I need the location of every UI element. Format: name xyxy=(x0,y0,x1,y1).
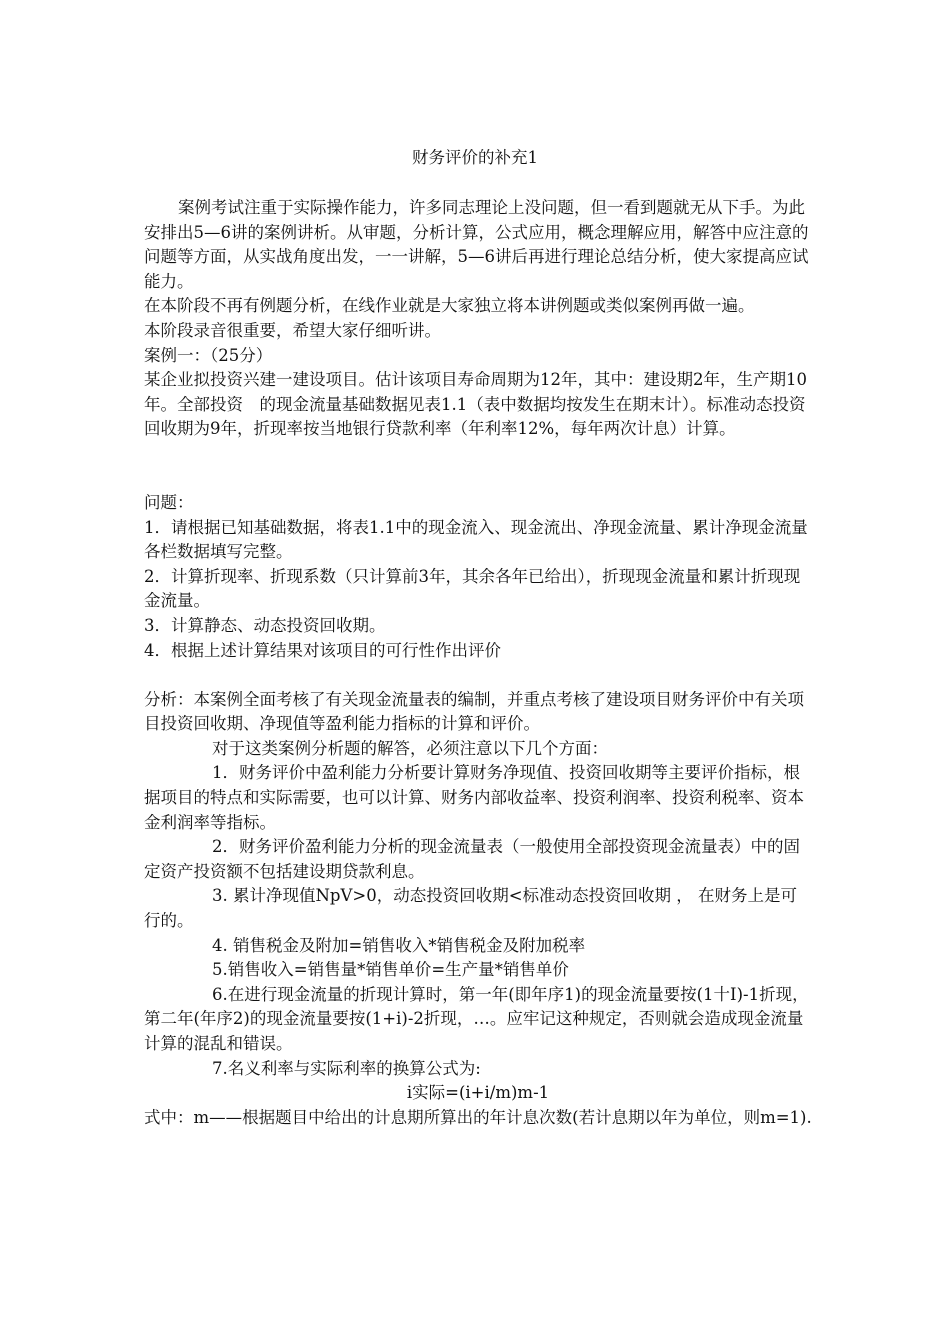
question-item: 2．计算折现率、折现系数（只计算前3年，其余各年已给出），折现现金流量和累计折现现金流量。 xyxy=(144,566,801,611)
question-item: 3．计算静态、动态投资回收期。 xyxy=(144,615,386,635)
spacer xyxy=(144,442,812,491)
question-item: 1．请根据已知基础数据，将表1.1中的现金流入、现金流出、净现金流量、累计净现金流量各栏数据填写完整。 xyxy=(144,517,808,562)
analysis-paragraph: 分析：本案例全面考核了有关现金流量表的编制，并重点考核了建设项目财务评价中有关项目投资回收期、净现值等盈利能力指标的计算和评价。 xyxy=(144,689,804,734)
case-title: 案例一：（25分） xyxy=(144,345,273,365)
formula-note: 式中：m——根据题目中给出的计息期所算出的年计息次数(若计息期以年为单位，则m=1). xyxy=(144,1107,812,1127)
notice-paragraph: 对于这类案例分析题的解答，必须注意以下几个方面： xyxy=(212,738,608,758)
point-item: 3. 累计净现值NpV>0，动态投资回收期<标准动态投资回收期 ， 在财务上是可行的。 xyxy=(144,886,798,931)
point-item: 7.名义利率与实际利率的换算公式为: xyxy=(212,1058,481,1078)
point-item: 5.销售收入=销售量*销售单价=生产量*销售单价 xyxy=(212,960,569,980)
point-item: 1．财务评价中盈利能力分析要计算财务净现值、投资回收期等主要评价指标，根据项目的特点和实际需要，也可以计算、财务内部收益率、投资利润率、投资利税率、资本金利润率等指标。 xyxy=(144,763,804,832)
document-body xyxy=(144,196,812,1130)
intro-paragraph-2: 在本阶段不再有例题分析，在线作业就是大家独立将本讲例题或类似案例再做一遍。 xyxy=(144,296,755,316)
formula-line: i实际=(i+i/m)m-1 xyxy=(406,1083,550,1103)
document-title: 财务评价的补充1 xyxy=(412,148,538,167)
point-item: 4. 销售税金及附加=销售收入*销售税金及附加税率 xyxy=(212,935,586,955)
questions-title: 问题： xyxy=(144,492,194,512)
intro-paragraph-3: 本阶段录音很重要，希望大家仔细听讲。 xyxy=(144,320,441,340)
point-item: 6.在进行现金流量的折现计算时，第一年(即年序1)的现金流量要按(1十I)-1折现，第二年(年序2)的现金流量要按(1+i)-2折现，…。应牢记这种规定，否则就会造成现金流量计算的混乱和错误。 xyxy=(144,984,809,1053)
case-description: 某企业拟投资兴建一建设项目。估计该项目寿命周期为12年，其中：建设期2年，生产期10年。全部投资 的现金流量基础数据见表1.1（表中数据均按发生在期末计）。标准动态投资回收期为9年，折现率按当地银行贷款利率（年利率12%，每年两次计息）计算。 xyxy=(144,370,807,439)
spacer xyxy=(144,663,812,688)
question-item: 4．根据上述计算结果对该项目的可行性作出评价 xyxy=(144,640,501,660)
intro-paragraph-1: 案例考试注重于实际操作能力，许多同志理论上没问题，但一看到题就无从下手。为此安排出5—6讲的案例讲析。从审题，分析计算，公式应用，概念理解应用，解答中应注意的问题等方面，从实战角度出发，一一讲解，5—6讲后再进行理论总结分析，使大家提高应试能力。 xyxy=(144,198,809,291)
point-item: 2．财务评价盈利能力分析的现金流量表（一般使用全部投资现金流量表）中的固定资产投资额不包括建设期贷款利息。 xyxy=(144,837,800,881)
